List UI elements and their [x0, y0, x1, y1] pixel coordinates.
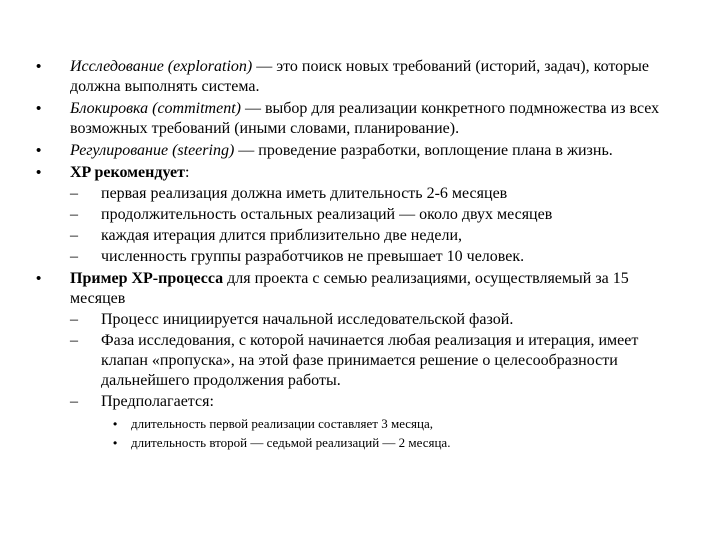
xp-recommends-colon: : — [184, 164, 190, 181]
assumptions-list — [101, 415, 686, 452]
list-item: • длительность первой реализации составляет 3 месяца, — [101, 415, 686, 433]
list-item: • длительность второй — седьмой реализаций — 2 месяца. — [101, 434, 686, 452]
bullet-exploration — [36, 57, 686, 97]
bullet-xp-example — [36, 269, 686, 452]
list-item: – каждая итерация длится приблизительно две недели, — [70, 226, 686, 246]
list-item-assumptions — [70, 392, 686, 452]
xp-recommends-list — [70, 184, 686, 267]
bullet-commitment — [36, 99, 686, 139]
term-steering: Регулирование (steering) — [70, 142, 235, 159]
list-item: – Фаза исследования, с которой начинается любая реализация и итерация, имеет клапан «пропуска», на этой фазе принимается решение о целесообразности дальнейшего продолжения работы. — [70, 331, 686, 391]
xp-example-title: Пример XP-процесса — [70, 270, 224, 287]
slide-content — [36, 57, 686, 454]
list-item: – численность группы разработчиков не превышает 10 человек. — [70, 247, 686, 267]
text-commitment: — выбор для реализации конкретного подмножества из всех возможных требований (иными словами, планирование). — [70, 100, 660, 137]
term-exploration: Исследование (exploration) — [70, 58, 253, 75]
list-item: – первая реализация должна иметь длительность 2-6 месяцев — [70, 184, 686, 204]
xp-recommends-title: XP рекомендует — [70, 164, 185, 181]
text-steering: — проведение разработки, воплощение плана в жизнь. — [234, 142, 613, 159]
term-commitment: Блокировка (commitment) — [70, 100, 241, 117]
text-exploration: — это поиск новых требований (историй, задач), которые должна выполнять система. — [70, 58, 649, 95]
list-item: – продолжительность остальных реализаций — около двух месяцев — [70, 205, 686, 225]
xp-example-list — [70, 310, 686, 452]
xp-example-text: для проекта с семью реализациями, осуществляемый за 15 месяцев — [70, 270, 629, 307]
bullet-xp-recommends — [36, 163, 686, 267]
list-item: – Процесс инициируется начальной исследовательской фазой. — [70, 310, 686, 330]
bullet-steering — [36, 141, 686, 161]
assumptions-label: Предполагается: — [101, 393, 214, 410]
